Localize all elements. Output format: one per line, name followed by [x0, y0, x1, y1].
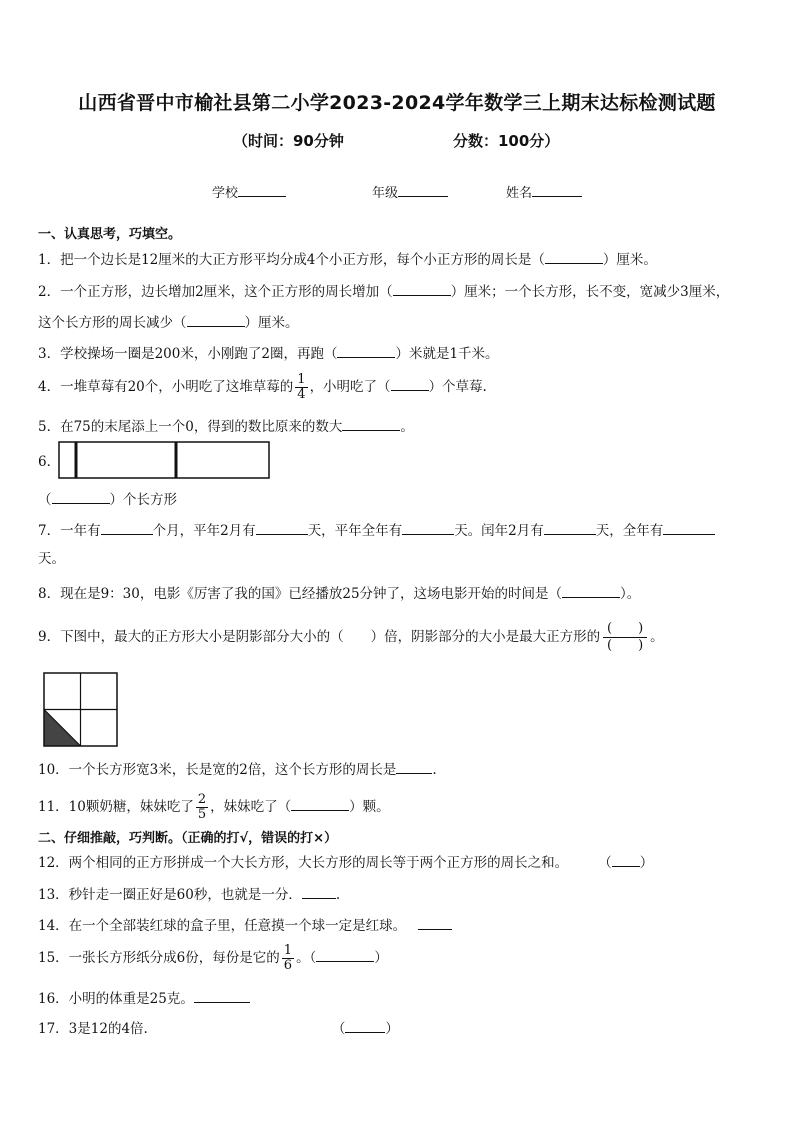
answer-blank[interactable] — [396, 759, 432, 774]
question-1: 1．把一个边长是12厘米的大正方形平均分成4个小正方形，每个小正方形的周长是（ ）厘米。 — [38, 249, 657, 269]
question-2-cont: 这个长方形的周长减少（ ）厘米。 — [38, 312, 299, 332]
grade-field[interactable]: 年级 — [372, 182, 448, 201]
question-6: 6． — [38, 454, 61, 470]
name-field[interactable]: 姓名 — [506, 182, 582, 201]
question-15: 15．一张长方形纸分成6份，每份是它的 $\frac{1}{6}$ 。（ ） — [38, 943, 388, 973]
question-11: 11．10颗奶糖，妹妹吃了 $\frac{2}{5}$ ，妹妹吃了（ ）颗。 — [38, 792, 390, 822]
fraction: $\frac{1}{6}$ — [283, 943, 293, 973]
question-5: 5．在75的末尾添上一个0，得到的数比原来的数大 。 — [38, 416, 414, 436]
fraction: $\frac{1}{4}$ — [297, 372, 306, 402]
square-figure — [43, 672, 119, 748]
exam-score: 分数：100分） — [453, 132, 560, 150]
answer-blank[interactable] — [545, 249, 603, 264]
answer-blank[interactable] — [316, 947, 374, 962]
answer-blank[interactable] — [393, 281, 451, 296]
question-3: 3．学校操场一圈是200米，小刚跑了2圈，再跑（ ）米就是1千米。 — [38, 343, 499, 363]
question-16: 16．小明的体重是25克。 — [38, 988, 250, 1008]
question-14: 14．在一个全部装红球的盒子里，任意摸一个球一定是红球。 — [38, 915, 452, 935]
rectangle-figure — [58, 441, 272, 481]
question-6-answer: （ ）个长方形 — [38, 489, 177, 509]
answer-blank[interactable] — [342, 416, 400, 431]
question-10: 10．一个长方形宽3米，长是宽的2倍，这个长方形的周长是 . — [38, 759, 437, 779]
question-8: 8．现在是9：30，电影《厉害了我的国》已经播放25分钟了，这场电影开始的时间是（ ）。 — [38, 583, 640, 603]
page-title: 山西省晋中市榆社县第二小学2023-2024学年数学三上期末达标检测试题 — [78, 92, 716, 114]
answer-blank[interactable] — [101, 520, 153, 535]
question-17: 17．3是12的4倍. （ ） — [38, 1018, 399, 1038]
question-2: 2．一个正方形，边长增加2厘米，这个正方形的周长增加（ ）厘米；一个长方形，长不变，宽减少3厘米， — [38, 281, 729, 301]
answer-blank[interactable] — [418, 915, 452, 930]
question-4: 4．一堆草莓有20个，小明吃了这堆草莓的 $\frac{1}{4}$ ，小明吃了（ ）个草莓. — [38, 372, 487, 402]
answer-blank[interactable] — [663, 520, 715, 535]
answer-blank[interactable] — [52, 489, 110, 504]
fraction: $\frac{2}{5}$ — [197, 792, 207, 822]
blank-fraction[interactable]: ( ) ( ) — [603, 621, 647, 654]
question-7-cont: 天。 — [38, 551, 65, 567]
answer-blank[interactable] — [402, 520, 454, 535]
answer-blank[interactable] — [187, 312, 245, 327]
section-heading-1: 一、认真思考，巧填空。 — [38, 227, 182, 242]
question-13: 13．秒针走一圈正好是60秒，也就是一分． . — [38, 884, 340, 904]
answer-blank[interactable] — [337, 343, 395, 358]
answer-blank[interactable] — [302, 884, 336, 899]
exam-time: （时间：90分钟 — [233, 132, 344, 150]
question-9: 9．下图中，最大的正方形大小是阴影部分大小的（ ）倍，阴影部分的大小是最大正方形的 ( ) ( ) 。 — [38, 621, 664, 653]
answer-blank[interactable] — [345, 1018, 385, 1033]
answer-blank[interactable] — [391, 376, 429, 391]
answer-blank[interactable] — [291, 796, 349, 811]
question-7: 7．一年有 个月，平年2月有 天，平年全年有 天。闰年2月有 天，全年有 — [38, 520, 715, 540]
question-12: 12．两个相同的正方形拼成一个大长方形，大长方形的周长等于两个正方形的周长之和。 （ ） — [38, 852, 653, 872]
section-heading-2: 二、仔细推敲，巧判断。（正确的打√，错误的打×） — [38, 831, 338, 846]
answer-blank[interactable] — [612, 852, 640, 867]
school-field[interactable]: 学校 — [212, 182, 286, 201]
answer-blank[interactable] — [194, 988, 250, 1003]
answer-blank[interactable] — [562, 583, 620, 598]
answer-blank[interactable] — [544, 520, 596, 535]
answer-blank[interactable] — [256, 520, 308, 535]
